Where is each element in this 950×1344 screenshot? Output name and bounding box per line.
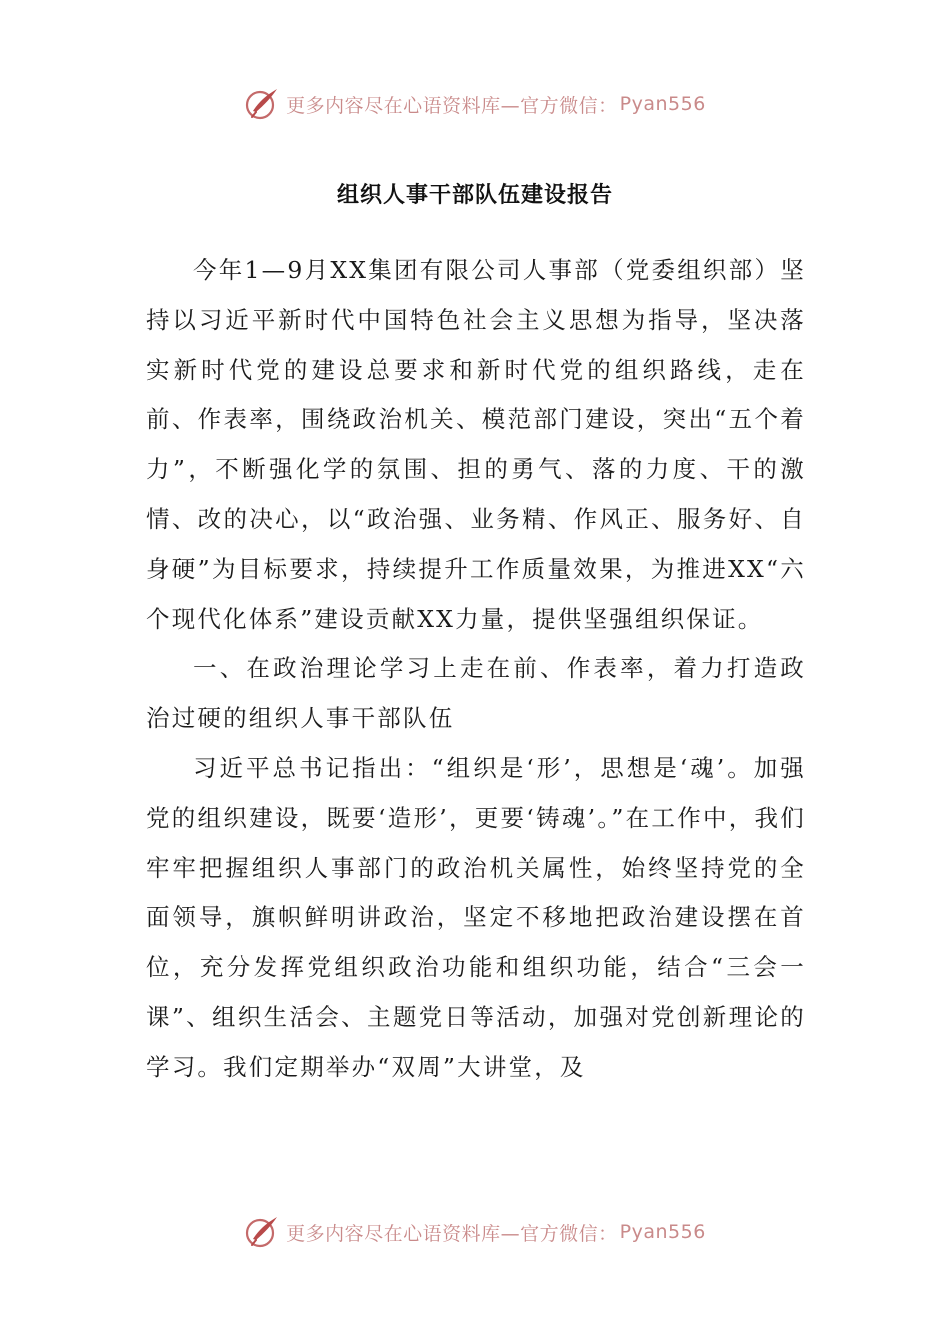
paragraph-section-1: 习近平总书记指出：“组织是‘形’，思想是‘魂’。加强党的组织建设，既要‘造形’，更要‘铸魂’。”在工作中，我们牢牢把握组织人事部门的政治机关属性，始终坚持党的全面领导，旗帜鲜明讲政治，坚定不移地把政治建设摆在首位，充分发挥党组织政治功能和组织功能，结合“三会一课”、组织生活会、主题党日等活动，加强对党创新理论的学习。我们定期举办“双周”大讲堂，及 <box>146 753 806 1081</box>
watermark-wechat-id: Pyan556 <box>619 1221 706 1243</box>
watermark-text: 更多内容尽在心语资料库—官方微信： <box>286 94 618 117</box>
watermark-footer <box>0 1212 950 1252</box>
document-body <box>146 246 806 1093</box>
watermark-wechat-id: Pyan556 <box>619 93 706 115</box>
watermark-header <box>0 84 950 124</box>
paragraph-intro: 今年1—9月XX集团有限公司人事部（党委组织部）坚持以习近平新时代中国特色社会主义思想为指导，坚决落实新时代党的建设总要求和新时代党的组织路线，走在前、作表率，围绕政治机关、模范部门建设，突出“五个着力”，不断强化学的氛围、担的勇气、落的力度、干的激情、改的决心，以“政治强、业务精、作风正、服务好、自身硬”为目标要求，持续提升工作质量效果，为推进XX“六个现代化体系”建设贡献XX力量，提供坚强组织保证。 <box>146 256 806 633</box>
watermark-text: 更多内容尽在心语资料库—官方微信： <box>286 1222 618 1245</box>
document-title: 组织人事干部队伍建设报告 <box>336 183 613 208</box>
quill-logo-icon <box>244 1214 280 1250</box>
section-heading-1: 一、在政治理论学习上走在前、作表率，着力打造政治过硬的组织人事干部队伍 <box>146 654 806 733</box>
quill-logo-icon <box>244 86 280 122</box>
